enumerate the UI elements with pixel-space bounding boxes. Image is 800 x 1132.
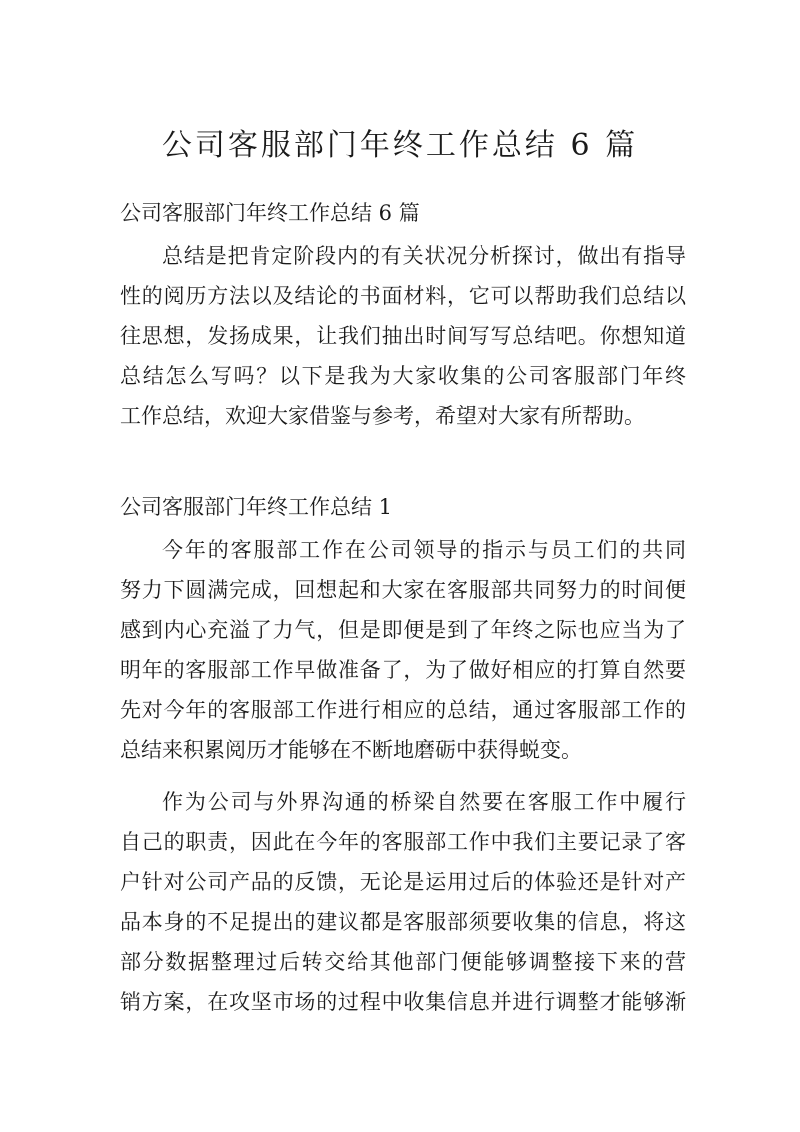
paragraph-line: 先对今年的客服部工作进行相应的总结，通过客服部工作的 bbox=[120, 698, 686, 722]
paragraph-line: 总结来积累阅历才能够在不断地磨砺中获得蜕变。 bbox=[120, 738, 582, 762]
paragraph-line: 部分数据整理过后转交给其他部门便能够调整接下来的营 bbox=[120, 950, 686, 974]
paragraph-line: 品本身的不足提出的建议都是客服部须要收集的信息，将这 bbox=[120, 910, 686, 934]
section-paragraph bbox=[120, 782, 686, 1022]
paragraph-line: 总结是把肯定阶段内的有关状况分析探讨，做出有指导 bbox=[162, 244, 686, 268]
paragraph-line: 自己的职责，因此在今年的客服部工作中我们主要记录了客 bbox=[120, 830, 686, 854]
paragraph-line: 作为公司与外界沟通的桥梁自然要在客服工作中履行 bbox=[162, 790, 686, 814]
paragraph-line: 努力下圆满完成，回想起和大家在客服部共同努力的时间便 bbox=[120, 578, 686, 602]
paragraph-line: 感到内心充溢了力气，但是即便是到了年终之际也应当为了 bbox=[120, 618, 686, 642]
document-title: 公司客服部门年终工作总结 6 篇 bbox=[161, 128, 639, 163]
section-heading: 公司客服部门年终工作总结 1 bbox=[120, 495, 393, 519]
paragraph-line: 今年的客服部工作在公司领导的指示与员工们的共同 bbox=[162, 538, 686, 562]
paragraph-line: 工作总结，欢迎大家借鉴与参考，希望对大家有所帮助。 bbox=[120, 404, 645, 428]
paragraph-line: 明年的客服部工作早做准备了，为了做好相应的打算自然要 bbox=[120, 658, 686, 682]
paragraph-line: 往思想，发扬成果，让我们抽出时间写写总结吧。你想知道 bbox=[120, 324, 686, 348]
paragraph-line: 性的阅历方法以及结论的书面材料，它可以帮助我们总结以 bbox=[120, 284, 686, 308]
paragraph-line: 户针对公司产品的反馈，无论是运用过后的体验还是针对产 bbox=[120, 870, 686, 894]
section-paragraph bbox=[120, 530, 686, 770]
intro-paragraph bbox=[120, 236, 686, 436]
document-subtitle: 公司客服部门年终工作总结 6 篇 bbox=[120, 201, 420, 225]
paragraph-line: 总结怎么写吗？以下是我为大家收集的公司客服部门年终 bbox=[120, 364, 686, 388]
paragraph-line: 销方案，在攻坚市场的过程中收集信息并进行调整才能够渐 bbox=[120, 990, 686, 1014]
